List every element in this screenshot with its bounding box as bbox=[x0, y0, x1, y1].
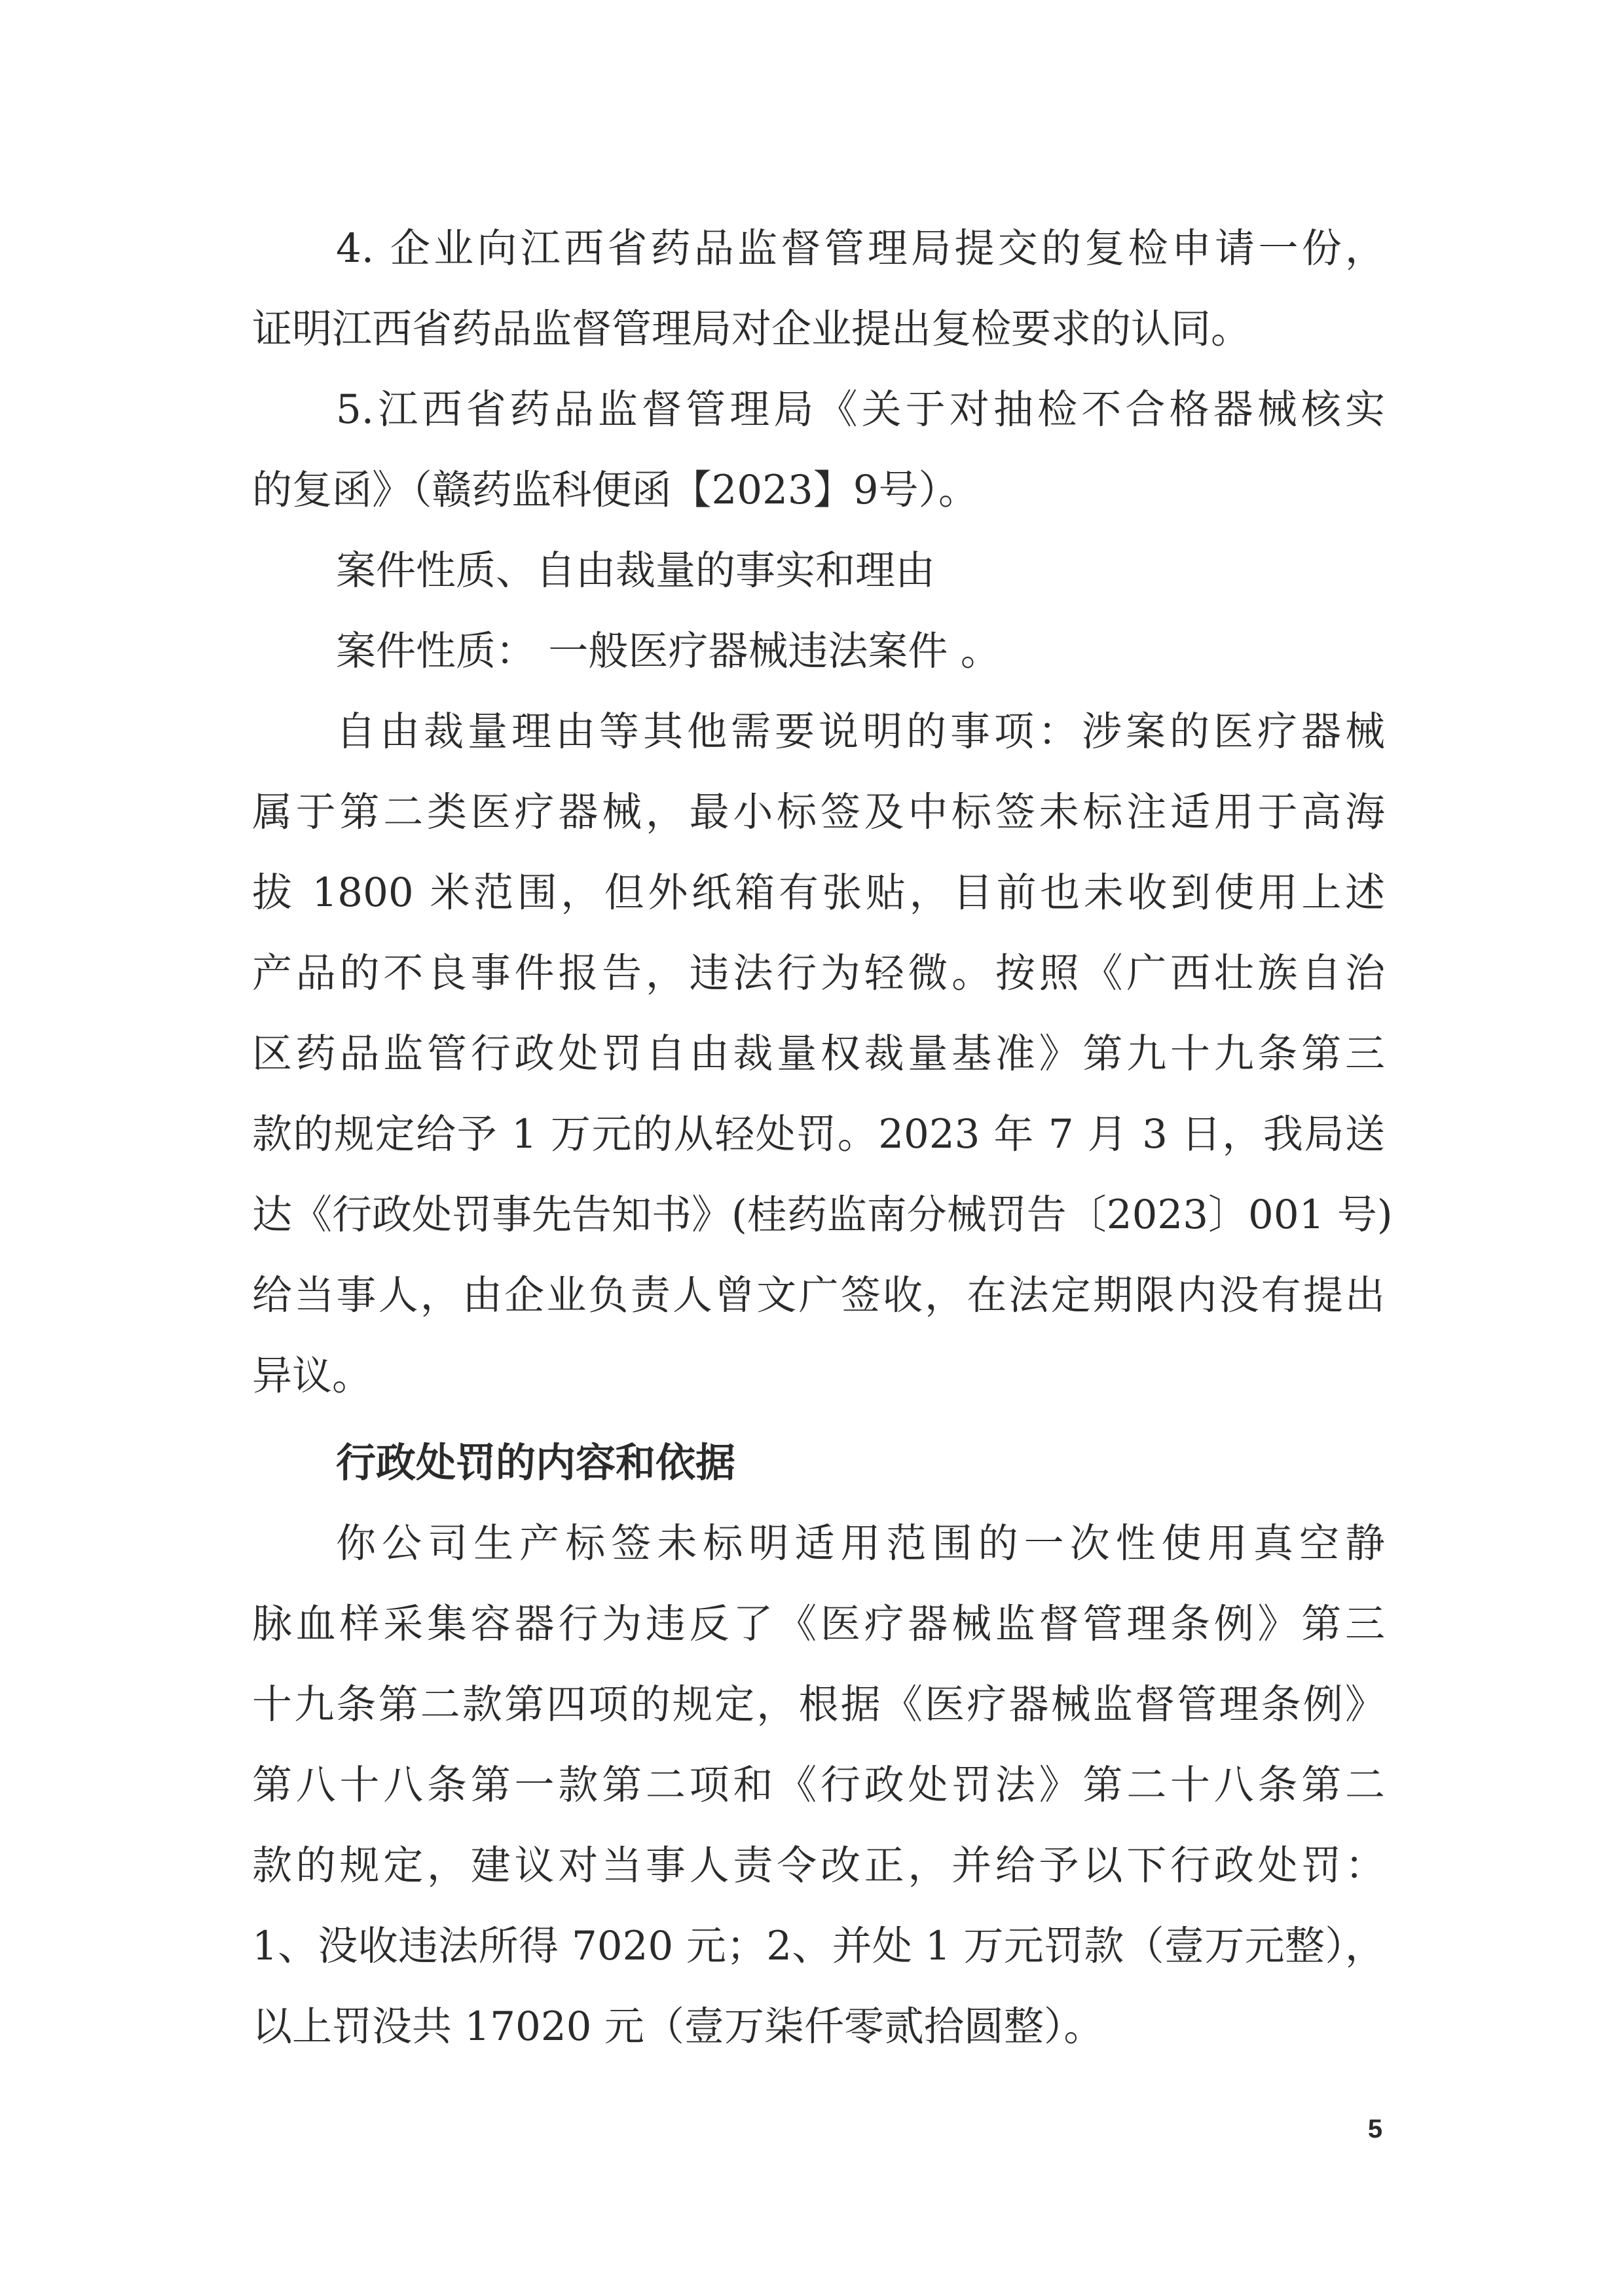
text-line: 产品的不良事件报告，违法行为轻微。按照《广西壮族自治 bbox=[252, 950, 1385, 996]
text-line: 5.江西省药品监督管理局《关于对抽检不合格器械核实 bbox=[336, 386, 1385, 433]
text-line: 自由裁量理由等其他需要说明的事项：涉案的医疗器械 bbox=[336, 708, 1385, 755]
text-line: 你公司生产标签未标明适用范围的一次性使用真空静 bbox=[336, 1520, 1385, 1567]
text-line: 证明江西省药品监督管理局对企业提出复检要求的认同。 bbox=[252, 306, 1251, 352]
text-line: 款的规定，建议对当事人责令改正，并给予以下行政处罚： bbox=[252, 1842, 1385, 1889]
page-number: 5 bbox=[1367, 2115, 1383, 2143]
section-heading-penalty: 行政处罚的内容和依据 bbox=[336, 1440, 736, 1486]
text-line: 十九条第二款第四项的规定，根据《医疗器械监督管理条例》 bbox=[252, 1681, 1385, 1728]
text-line: 属于第二类医疗器械，最小标签及中标签未标注适用于高海 bbox=[252, 789, 1385, 835]
text-line: 4. 企业向江西省药品监督管理局提交的复检申请一份， bbox=[336, 225, 1385, 272]
text-line: 达《行政处罚事先告知书》(桂药监南分械罚告〔2023〕001 号) bbox=[252, 1192, 1393, 1238]
text-line: 1、没收违法所得 7020 元；2、并处 1 万元罚款（壹万元整）， bbox=[252, 1923, 1385, 1969]
document-body bbox=[252, 208, 1393, 2067]
text-line: 拔 1800 米范围，但外纸箱有张贴，目前也未收到使用上述 bbox=[252, 869, 1385, 916]
text-line: 案件性质： 一般医疗器械违法案件 。 bbox=[336, 628, 1001, 674]
text-line: 以上罚没共 17020 元（壹万柒仟零贰拾圆整）。 bbox=[252, 2003, 1104, 2050]
text-line: 款的规定给予 1 万元的从轻处罚。2023 年 7 月 3 日，我局送 bbox=[252, 1111, 1385, 1157]
text-line: 异议。 bbox=[252, 1353, 373, 1399]
section-heading-case-nature: 案件性质、自由裁量的事实和理由 bbox=[336, 547, 936, 594]
text-line: 脉血样采集容器行为违反了《医疗器械监督管理条例》第三 bbox=[252, 1601, 1385, 1647]
text-line: 区药品监管行政处罚自由裁量权裁量基准》第九十九条第三 bbox=[252, 1030, 1385, 1077]
spacer bbox=[252, 1416, 1385, 1423]
text-line: 的复函》（赣药监科便函【2023】9号）。 bbox=[252, 467, 979, 513]
text-line: 给当事人，由企业负责人曾文广签收，在法定期限内没有提出 bbox=[252, 1272, 1385, 1319]
text-line: 第八十八条第一款第二项和《行政处罚法》第二十八条第二 bbox=[252, 1762, 1385, 1808]
